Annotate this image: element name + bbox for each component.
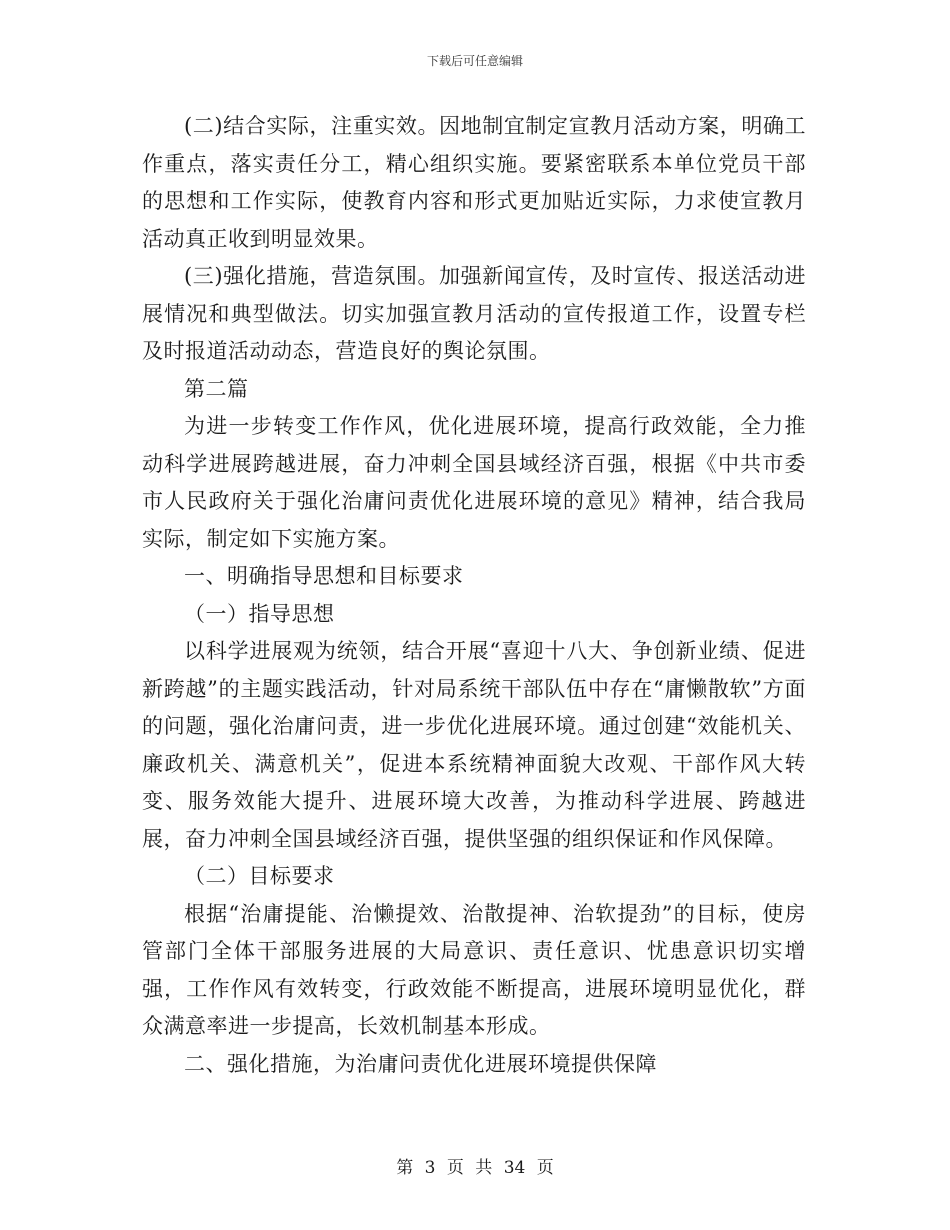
paragraph-goals: 根据“治庸提能、治懒提效、治散提神、治软提劲”的目标，使房管部门全体干部服务进展的大局意识、责任意识、忧患意识切实增强，工作作风有效转变，行政效能不断提高，进展环境明显优化，群众满意率进一步提高，长效机制基本形成。 xyxy=(142,901,806,1038)
heading-measures: 二、强化措施，为治庸问责优化进展环境提供保障 xyxy=(184,1051,657,1076)
paragraph-section-2: (二)结合实际，注重实效。因地制宜制定宣教月活动方案，明确工作重点，落实责任分工，精心组织实施。要紧密联系本单位党员干部的思想和工作实际，使教育内容和形式更加贴近实际，力求使宣教月活动真正收到明显效果。 xyxy=(142,114,806,251)
paragraph-guiding-thought: 以科学进展观为统领，结合开展“喜迎十八大、争创新业绩、促进新跨越”的主题实践活动，针对局系统干部队伍中存在“庸懒散软”方面的问题，强化治庸问责，进一步优化进展环境。通过创建“效能机关、廉政机关、满意机关”，促进本系统精神面貌大改观、干部作风大转变、服务效能大提升、进展环境大改善，为推动科学进展、跨越进展，奋力冲刺全国县域经济百强，提供坚强的组织保证和作风保障。 xyxy=(142,639,806,851)
paragraph-intro: 为进一步转变工作作风，优化进展环境，提高行政效能，全力推动科学进展跨越进展，奋力冲刺全国县域经济百强，根据《中共市委市人民政府关于强化治庸问责优化进展环境的意见》精神，结合我局实际，制定如下实施方案。 xyxy=(142,414,806,551)
part-heading: 第二篇 xyxy=(184,376,249,401)
paragraph-section-3: (三)强化措施，营造氛围。加强新闻宣传，及时宣传、报送活动进展情况和典型做法。切实加强宣教月活动的宣传报道工作，设置专栏及时报道活动动态，营造良好的舆论氛围。 xyxy=(142,264,806,363)
document-body xyxy=(142,108,806,1083)
heading-guiding-thought-and-goals: 一、明确指导思想和目标要求 xyxy=(184,564,464,588)
subheading-goals: （二）目标要求 xyxy=(184,864,335,888)
subheading-guiding-thought: （一）指导思想 xyxy=(184,601,335,626)
header-note: 下载后可任意编辑 xyxy=(426,54,523,68)
page-number: 第 3 页 共 34 页 xyxy=(396,1158,554,1178)
